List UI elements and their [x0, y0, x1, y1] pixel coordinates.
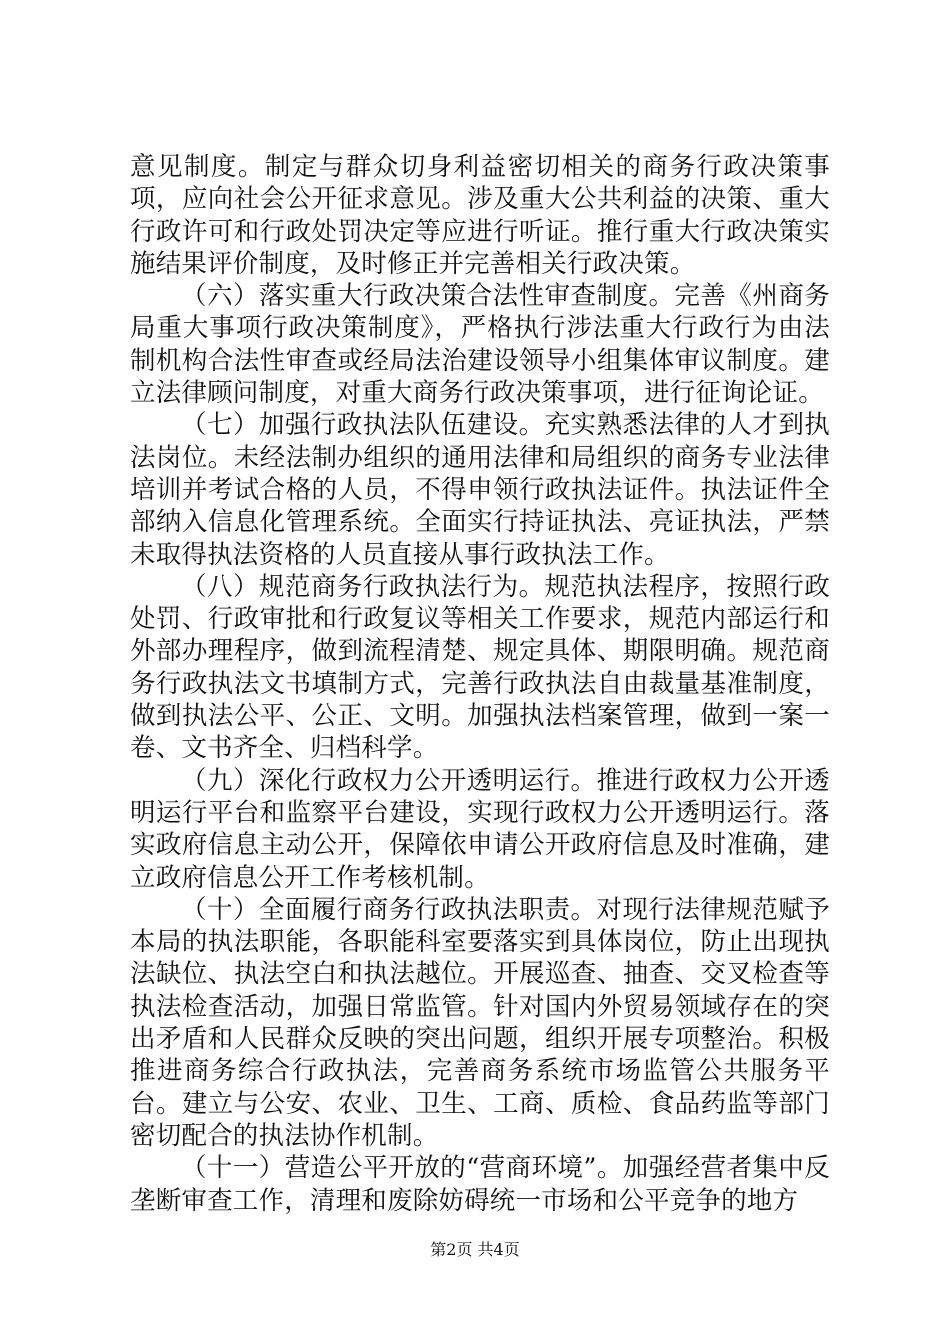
paragraph-item-10: （十）全面履行商务行政执法职责。对现行法律规范赋予本局的执法职能，各职能科室要落实到具体岗位，防止出现执法缺位、执法空白和执法越位。开展巡查、抽查、交叉检查等执法检查活动，加强日常监管。针对国内外贸易领域存在的突出矛盾和人民群众反映的突出问题，组织开展专项整治。积极推进商务综合行政执法，完善商务系统市场监管公共服务平台。建立与公安、农业、卫生、工商、质检、食品药监等部门密切配合的执法协作机制。 — [130, 894, 830, 1151]
paragraph-item-8: （八）规范商务行政执法行为。规范执法程序，按照行政处罚、行政审批和行政复议等相关工作要求，规范内部运行和外部办理程序，做到流程清楚、规定具体、期限明确。规范商务行政执法文书填制方式，完善行政执法自由裁量基准制度，做到执法公平、公正、文明。加强执法档案管理，做到一案一卷、文书齐全、归档科学。 — [130, 571, 830, 764]
paragraph-item-6: （六）落实重大行政决策合法性审查制度。完善《州商务局重大事项行政决策制度》，严格执行涉法重大行政行为由法制机构合法性审查或经局法治建设领导小组集体审议制度。建立法律顾问制度，对重大商务行政决策事项，进行征询论证。 — [130, 281, 830, 409]
paragraph-item-11: （十一）营造公平开放的“营商环境”。加强经营者集中反垄断审查工作，清理和废除妨碍统一市场和公平竞争的地方 — [130, 1153, 830, 1216]
paragraph-item-9: （九）深化行政权力公开透明运行。推进行政权力公开透明运行平台和监察平台建设，实现行政权力公开透明运行。落实政府信息主动公开，保障依申请公开政府信息及时准确，建立政府信息公开工作考核机制。 — [130, 765, 830, 893]
page-number-label: 第2页 共4页 — [430, 1240, 520, 1259]
document-body — [130, 151, 830, 1217]
page-footer — [0, 1240, 950, 1260]
paragraph-continuation: 意见制度。制定与群众切身利益密切相关的商务行政决策事项，应向社会公开征求意见。涉及重大公共利益的决策、重大行政许可和行政处罚决定等应进行听证。推行重大行政决策实施结果评价制度，及时修正并完善相关行政决策。 — [130, 152, 830, 279]
paragraph-item-7: （七）加强行政执法队伍建设。充实熟悉法律的人才到执法岗位。未经法制办组织的通用法律和局组织的商务专业法律培训并考试合格的人员，不得申领行政执法证件。执法证件全部纳入信息化管理系统。全面实行持证执法、亮证执法，严禁未取得执法资格的人员直接从事行政执法工作。 — [130, 410, 830, 570]
